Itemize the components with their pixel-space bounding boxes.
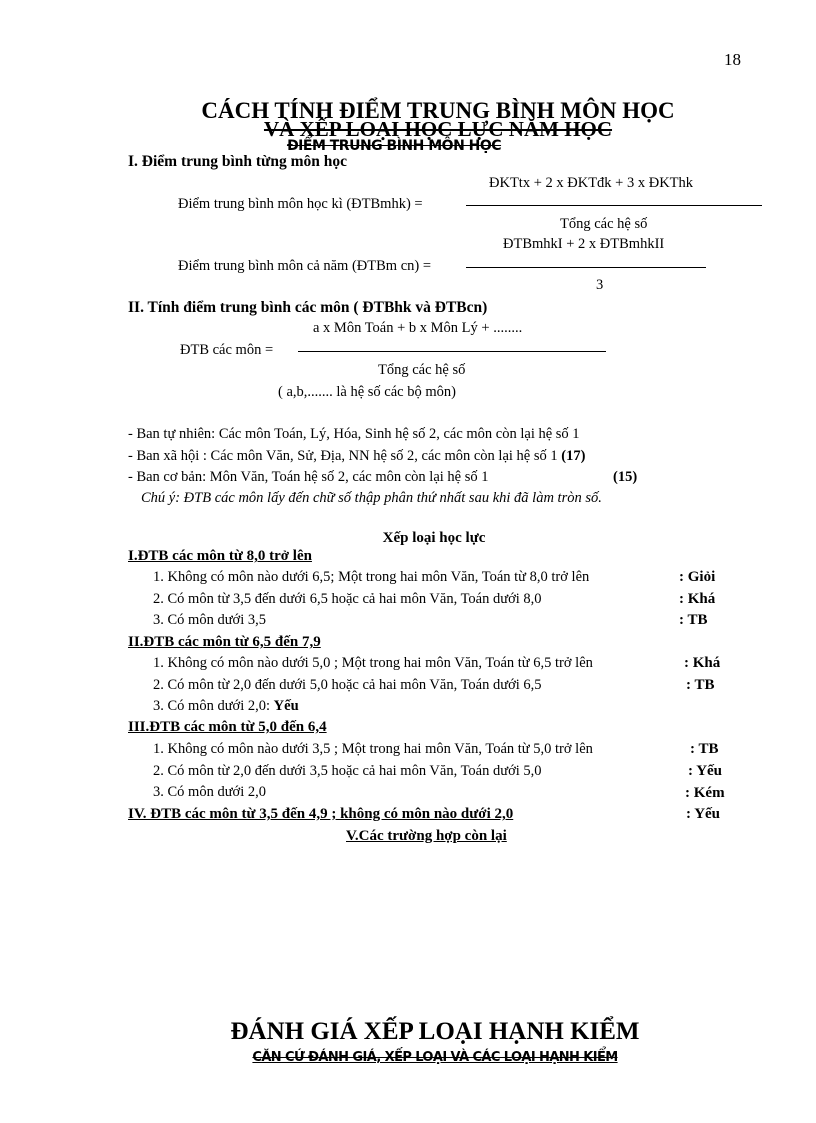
coefficient-note: ( a,b,....... là hệ số các bộ môn) bbox=[278, 384, 456, 400]
group-2-item-1: 1. Không có môn nào dưới 5,0 ; Một trong hai môn Văn, Toán từ 6,5 trở lên bbox=[153, 655, 593, 671]
group-3-item-1-result: : TB bbox=[690, 741, 719, 757]
group-5-heading: V.Các trường hợp còn lại bbox=[346, 828, 507, 844]
group-3-heading: III.ĐTB các môn từ 5,0 đến 6,4 bbox=[128, 719, 327, 735]
cn-label: Điểm trung bình môn cả năm (ĐTBm cn) = bbox=[178, 258, 432, 274]
group-3-item-3: 3. Có môn dưới 2,0 bbox=[153, 784, 267, 800]
group-3-item-2-result: : Yếu bbox=[688, 763, 723, 779]
ban-xa-hoi-ref: (17) bbox=[561, 448, 586, 464]
ban-xa-hoi-text: - Ban xã hội : Các môn Văn, Sử, Địa, NN hệ số 2, các môn còn lại hệ số 1 bbox=[128, 448, 558, 464]
hk-denominator: Tổng các hệ số bbox=[560, 216, 648, 232]
group-2-heading: II.ĐTB các môn từ 6,5 đến 7,9 bbox=[128, 634, 321, 650]
group-1-item-2-result: : Khá bbox=[679, 591, 716, 607]
group-4-result: : Yếu bbox=[686, 806, 721, 822]
page-title: CÁCH TÍNH ĐIỂM TRUNG BÌNH MÔN HỌC bbox=[201, 98, 675, 123]
group-2-item-3 bbox=[153, 698, 299, 715]
hanh-kiem-subtitle: CĂN CỨ ĐÁNH GIÁ, XẾP LOẠI VÀ CÁC LOẠI HẠNH KIỂM bbox=[252, 1050, 618, 1065]
group-1-item-1-result: : Giỏi bbox=[679, 569, 716, 585]
group-3-item-1: 1. Không có môn nào dưới 3,5 ; Một trong hai môn Văn, Toán từ 5,0 trở lên bbox=[153, 741, 593, 757]
ban-xa-hoi bbox=[128, 448, 585, 465]
cn-denominator: 3 bbox=[596, 277, 604, 293]
group-2-item-1-result: : Khá bbox=[684, 655, 721, 671]
ban-co-ban: - Ban cơ bản: Môn Văn, Toán hệ số 2, các môn còn lại hệ số 1 bbox=[128, 469, 489, 485]
ban-tu-nhien: - Ban tự nhiên: Các môn Toán, Lý, Hóa, Sinh hệ số 2, các môn còn lại hệ số 1 bbox=[128, 426, 580, 442]
group-4-heading: IV. ĐTB các môn từ 3,5 đến 4,9 ; không có môn nào dưới 2,0 bbox=[128, 806, 514, 822]
ban-co-ban-ref: (15) bbox=[613, 469, 638, 485]
hk-fraction-line bbox=[466, 205, 762, 206]
page-subtitle: VÀ XẾP LOẠI HỌC LỰC NĂM HỌC bbox=[263, 117, 613, 141]
avg-numerator: a x Môn Toán + b x Môn Lý + ........ bbox=[313, 320, 523, 336]
xep-loai-heading: Xếp loại học lực bbox=[382, 530, 486, 546]
page-subtitle-2: ĐIỂM TRUNG BÌNH MÔN HỌC bbox=[286, 138, 502, 154]
group-1-item-3-result: : TB bbox=[679, 612, 708, 628]
group-1-item-1: 1. Không có môn nào dưới 6,5; Một trong hai môn Văn, Toán từ 8,0 trở lên bbox=[153, 569, 590, 585]
cn-fraction-line bbox=[466, 267, 706, 268]
avg-denominator: Tổng các hệ số bbox=[378, 362, 466, 378]
hk-label: Điểm trung bình môn học kì (ĐTBmhk) = bbox=[178, 196, 423, 212]
hk-numerator: ĐKTtx + 2 x ĐKTđk + 3 x ĐKThk bbox=[489, 175, 694, 191]
group-1-item-2: 2. Có môn từ 3,5 đến dưới 6,5 hoặc cả hai môn Văn, Toán dưới 8,0 bbox=[153, 591, 542, 607]
group-2-item-3-result: Yếu bbox=[273, 698, 299, 714]
group-2-item-3-text: 3. Có môn dưới 2,0: bbox=[153, 698, 274, 714]
avg-fraction-line bbox=[298, 351, 606, 352]
group-3-item-3-result: : Kém bbox=[685, 785, 725, 801]
hanh-kiem-title: ĐÁNH GIÁ XẾP LOẠI HẠNH KIỂM bbox=[230, 1018, 640, 1045]
section-2-heading: II. Tính điểm trung bình các môn ( ĐTBhk và ĐTBcn) bbox=[128, 299, 488, 316]
avg-label: ĐTB các môn = bbox=[180, 342, 274, 358]
group-1-item-3: 3. Có môn dưới 3,5 bbox=[153, 612, 267, 628]
section-1-heading: I. Điểm trung bình từng môn học bbox=[128, 153, 348, 170]
group-1-heading: I.ĐTB các môn từ 8,0 trở lên bbox=[128, 548, 312, 564]
group-3-item-2: 2. Có môn từ 2,0 đến dưới 3,5 hoặc cả hai môn Văn, Toán dưới 5,0 bbox=[153, 763, 542, 779]
chu-y-note: Chú ý: ĐTB các môn lấy đến chữ số thập phân thứ nhất sau khi đã làm tròn số. bbox=[141, 490, 602, 506]
page-number: 18 bbox=[724, 50, 741, 69]
group-2-item-2: 2. Có môn từ 2,0 đến dưới 5,0 hoặc cả hai môn Văn, Toán dưới 6,5 bbox=[153, 677, 542, 693]
group-2-item-2-result: : TB bbox=[686, 677, 715, 693]
cn-numerator: ĐTBmhkI + 2 x ĐTBmhkII bbox=[503, 236, 665, 252]
